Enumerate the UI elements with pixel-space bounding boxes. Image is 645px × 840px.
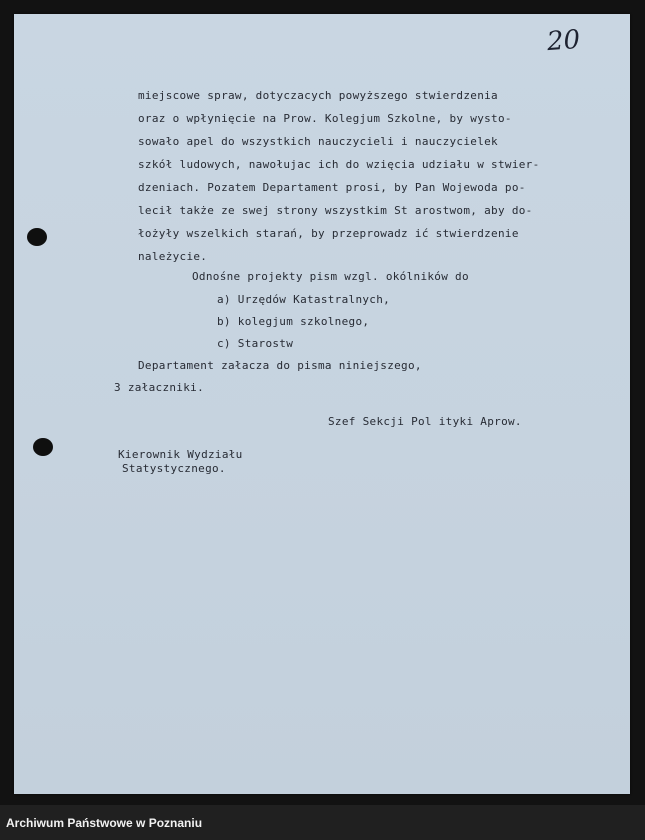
body-line: lecił także ze swej strony wszystkim St arostwom, aby do-	[138, 204, 533, 217]
punch-hole-top	[27, 228, 47, 246]
body-line: należycie.	[138, 250, 208, 263]
list-item: b) kolegjum szkolnego,	[217, 315, 370, 328]
body-line: miejscowe spraw, dotyczacych powyższego stwierdzenia	[138, 89, 498, 102]
list-item: a) Urzędów Katastralnych,	[217, 293, 391, 306]
body-line: łożyły wszelkich starań, by przeprowadz ić stwierdzenie	[138, 227, 519, 240]
recipient-line: Kierownik Wydziału	[118, 448, 243, 461]
list-item: c) Starostw	[217, 337, 294, 350]
punch-hole-bottom	[33, 438, 53, 456]
archive-footer	[0, 805, 645, 840]
document-page	[14, 14, 630, 794]
body-line: oraz o wpłynięcie na Prow. Kolegjum Szkolne, by wysto-	[138, 112, 512, 125]
projects-intro: Odnośne projekty pism wzgl. okólników do	[192, 270, 469, 283]
handwritten-page-number: 20	[545, 24, 582, 58]
body-line: sowało apel do wszystkich nauczycieli i nauczycielek	[138, 135, 498, 148]
body-line: dzeniach. Pozatem Departament prosi, by Pan Wojewoda po-	[138, 181, 526, 194]
recipient-line: Statystycznego.	[122, 462, 226, 475]
body-line: szkół ludowych, nawołujac ich do wzięcia udziału w stwier-	[138, 158, 540, 171]
archive-name: Archiwum Państwowe w Poznaniu	[6, 816, 203, 830]
attachments-count: 3 załaczniki.	[114, 381, 204, 394]
attachment-line: Departament załacza do pisma niniejszego,	[138, 359, 422, 372]
signature-line: Szef Sekcji Pol ityki Aprow.	[328, 415, 522, 428]
